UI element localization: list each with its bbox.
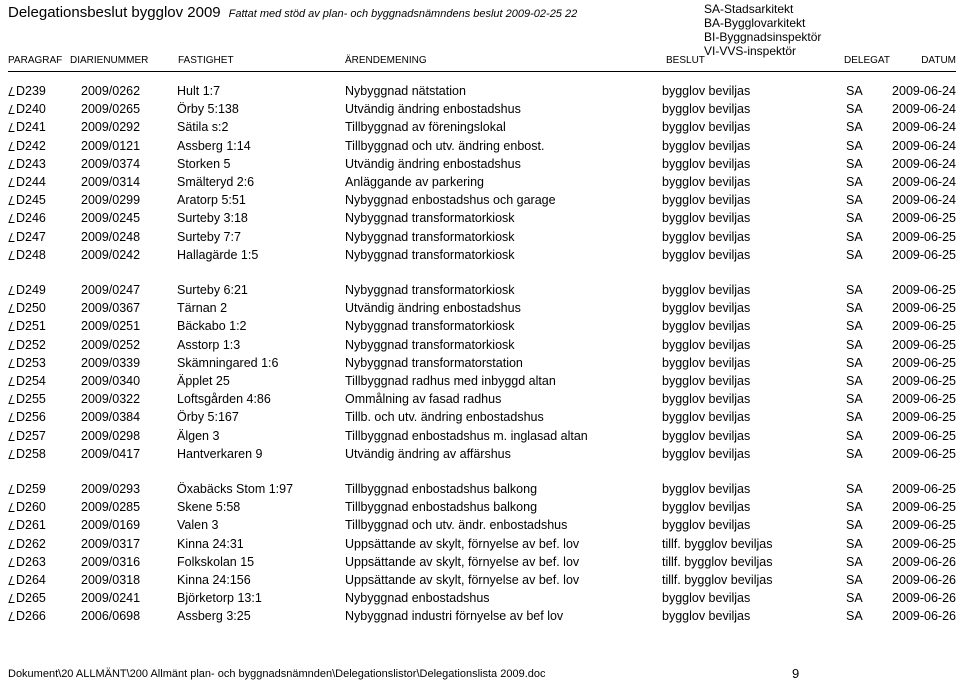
- cell-beslut: bygglov beviljas: [662, 84, 751, 98]
- cell-paragraf: D256: [16, 410, 46, 425]
- cell-datum: 2009-06-24: [892, 84, 956, 98]
- cell-diarienummer: 2006/0698: [81, 609, 141, 624]
- cell-diarienummer: 2009/0317: [81, 536, 141, 551]
- table-row: [0, 191, 960, 209]
- cell-beslut: bygglov beviljas: [662, 193, 751, 208]
- cell-datum: 2009-06-24: [892, 102, 956, 117]
- table-row: [0, 100, 960, 118]
- cell-beslut: bygglov beviljas: [662, 301, 751, 316]
- cell-paragraf: D247: [16, 229, 46, 244]
- cell-delegat: SA: [846, 554, 863, 569]
- cell-beslut: bygglov beviljas: [662, 319, 751, 334]
- cell-diarienummer: 2009/0374: [81, 156, 141, 171]
- cell-diarienummer: 2009/0293: [81, 482, 141, 496]
- table-row: [0, 246, 960, 264]
- cell-paragraf: D265: [16, 591, 46, 606]
- cell-arendemening: Nybyggnad nätstation: [345, 84, 466, 98]
- cell-datum: 2009-06-25: [892, 355, 956, 370]
- cell-beslut: bygglov beviljas: [662, 211, 751, 226]
- cell-paragraf: D250: [16, 301, 46, 316]
- column-header-delegat: DELEGAT: [844, 55, 890, 66]
- cell-fastighet: Hantverkaren 9: [177, 446, 263, 461]
- cell-beslut: bygglov beviljas: [662, 283, 751, 297]
- cell-diarienummer: 2009/0262: [81, 84, 141, 98]
- cell-datum: 2009-06-25: [892, 283, 956, 297]
- cell-diarienummer: 2009/0384: [81, 410, 141, 425]
- table-row: [0, 336, 960, 354]
- cell-delegat: SA: [846, 102, 863, 117]
- cell-arendemening: Tillbyggnad enbostadshus m. inglasad altan: [345, 428, 588, 443]
- table-row: [0, 354, 960, 372]
- cell-arendemening: Tillbyggnad och utv. ändr. enbostadshus: [345, 518, 568, 533]
- footer-document-path: Dokument\20 ALLMÄNT\200 Allmänt plan- och byggnadsnämnden\Delegationslistor\Delegationslista 2009.doc: [8, 668, 546, 680]
- cell-datum: 2009-06-25: [892, 500, 956, 515]
- cell-delegat: SA: [846, 193, 863, 208]
- cell-arendemening: Utvändig ändring enbostadshus: [345, 102, 521, 117]
- cell-beslut: bygglov beviljas: [662, 392, 751, 407]
- cell-delegat: SA: [846, 573, 863, 587]
- table-row: [0, 427, 960, 445]
- cell-arendemening: Nybyggnad transformatorkiosk: [345, 247, 515, 262]
- cell-diarienummer: 2009/0322: [81, 392, 141, 407]
- cell-delegat: SA: [846, 84, 863, 98]
- cell-beslut: bygglov beviljas: [662, 609, 751, 624]
- cell-fastighet: Älgen 3: [177, 428, 220, 443]
- cell-arendemening: Anläggande av parkering: [345, 175, 484, 189]
- cell-paragraf: D253: [16, 355, 46, 370]
- cell-fastighet: Valen 3: [177, 518, 219, 533]
- cell-datum: 2009-06-25: [892, 410, 956, 425]
- cell-datum: 2009-06-25: [892, 211, 956, 226]
- cell-delegat: SA: [846, 247, 863, 262]
- cell-beslut: bygglov beviljas: [662, 374, 751, 388]
- cell-arendemening: Nybyggnad transformatorkiosk: [345, 337, 515, 352]
- cell-beslut: bygglov beviljas: [662, 120, 751, 135]
- cell-beslut: bygglov beviljas: [662, 446, 751, 461]
- cell-paragraf: D262: [16, 536, 46, 551]
- cell-datum: 2009-06-25: [892, 518, 956, 533]
- cell-delegat: SA: [846, 536, 863, 551]
- cell-arendemening: Nybyggnad enbostadshus: [345, 591, 490, 606]
- cell-arendemening: Tillbyggnad och utv. ändring enbost.: [345, 138, 545, 153]
- cell-arendemening: Nybyggnad transformatorkiosk: [345, 319, 515, 334]
- cell-diarienummer: 2009/0242: [81, 247, 141, 262]
- cell-datum: 2009-06-25: [892, 301, 956, 316]
- cell-datum: 2009-06-24: [892, 175, 956, 189]
- cell-fastighet: Assberg 1:14: [177, 138, 251, 153]
- cell-datum: 2009-06-25: [892, 428, 956, 443]
- cell-datum: 2009-06-25: [892, 392, 956, 407]
- cell-delegat: SA: [846, 175, 863, 189]
- cell-diarienummer: 2009/0339: [81, 355, 141, 370]
- table-row: [0, 480, 960, 498]
- cell-paragraf: D266: [16, 609, 46, 624]
- cell-arendemening: Uppsättande av skylt, förnyelse av bef. lov: [345, 536, 580, 551]
- cell-paragraf: D258: [16, 446, 46, 461]
- cell-paragraf: D243: [16, 156, 46, 171]
- cell-paragraf: D240: [16, 102, 46, 117]
- cell-datum: 2009-06-24: [892, 138, 956, 153]
- cell-delegat: SA: [846, 446, 863, 461]
- cell-fastighet: Hallagärde 1:5: [177, 247, 259, 262]
- cell-arendemening: Tillbyggnad enbostadshus balkong: [345, 500, 538, 515]
- cell-paragraf: D242: [16, 138, 46, 153]
- cell-diarienummer: 2009/0292: [81, 120, 141, 135]
- cell-delegat: SA: [846, 319, 863, 334]
- cell-delegat: SA: [846, 392, 863, 407]
- cell-fastighet: Asstorp 1:3: [177, 337, 241, 352]
- table-row: [0, 445, 960, 463]
- cell-paragraf: D259: [16, 482, 46, 496]
- cell-fastighet: Skene 5:58: [177, 500, 241, 515]
- cell-paragraf: D255: [16, 392, 46, 407]
- cell-diarienummer: 2009/0314: [81, 175, 141, 189]
- cell-fastighet: Aratorp 5:51: [177, 193, 246, 208]
- cell-beslut: bygglov beviljas: [662, 500, 751, 515]
- cell-fastighet: Loftsgården 4:86: [177, 392, 271, 407]
- cell-beslut: bygglov beviljas: [662, 482, 751, 496]
- cell-diarienummer: 2009/0298: [81, 428, 141, 443]
- table-row: [0, 372, 960, 390]
- cell-arendemening: Nybyggnad transformatorkiosk: [345, 211, 515, 226]
- cell-beslut: tillf. bygglov beviljas: [662, 573, 773, 587]
- table-row: [0, 82, 960, 100]
- cell-fastighet: Skämningared 1:6: [177, 355, 279, 370]
- cell-paragraf: D263: [16, 554, 46, 569]
- cell-fastighet: Tärnan 2: [177, 301, 228, 316]
- cell-paragraf: D239: [16, 84, 46, 98]
- table-row: [0, 516, 960, 534]
- cell-fastighet: Surteby 3:18: [177, 211, 248, 226]
- cell-delegat: SA: [846, 428, 863, 443]
- table-row: [0, 281, 960, 299]
- cell-delegat: SA: [846, 482, 863, 496]
- document-header: [8, 0, 956, 72]
- column-header-beslut: BESLUT: [666, 55, 705, 66]
- column-header-paragraf: PARAGRAF: [8, 55, 63, 66]
- cell-fastighet: Örby 5:138: [177, 102, 239, 117]
- cell-diarienummer: 2009/0121: [81, 138, 141, 153]
- column-header-datum: DATUM: [921, 55, 956, 66]
- role-ba: BA-Bygglovarkitekt: [704, 16, 806, 30]
- role-legend: [704, 2, 821, 58]
- cell-fastighet: Surteby 7:7: [177, 229, 241, 244]
- cell-beslut: bygglov beviljas: [662, 337, 751, 352]
- cell-delegat: SA: [846, 337, 863, 352]
- cell-arendemening: Nybyggnad enbostadshus och garage: [345, 193, 556, 208]
- cell-datum: 2009-06-24: [892, 120, 956, 135]
- cell-arendemening: Nybyggnad transformatorstation: [345, 355, 523, 370]
- document-subtitle: Fattat med stöd av plan- och byggnadsnämndens beslut 2009-02-25 22: [228, 8, 578, 20]
- cell-arendemening: Tillbyggnad enbostadshus balkong: [345, 482, 538, 496]
- cell-beslut: tillf. bygglov beviljas: [662, 554, 773, 569]
- cell-datum: 2009-06-25: [892, 536, 956, 551]
- cell-paragraf: D246: [16, 211, 46, 226]
- cell-beslut: bygglov beviljas: [662, 355, 751, 370]
- cell-fastighet: Björketorp 13:1: [177, 591, 262, 606]
- cell-fastighet: Surteby 6:21: [177, 283, 248, 297]
- cell-diarienummer: 2009/0285: [81, 500, 141, 515]
- cell-diarienummer: 2009/0251: [81, 319, 141, 334]
- table-row: [0, 535, 960, 553]
- table-row: [0, 589, 960, 607]
- cell-fastighet: Kinna 24:156: [177, 573, 251, 587]
- cell-diarienummer: 2009/0169: [81, 518, 141, 533]
- cell-diarienummer: 2009/0299: [81, 193, 141, 208]
- cell-datum: 2009-06-25: [892, 482, 956, 496]
- cell-diarienummer: 2009/0247: [81, 283, 141, 297]
- cell-arendemening: Nybyggnad transformatorkiosk: [345, 229, 515, 244]
- cell-diarienummer: 2009/0245: [81, 211, 141, 226]
- cell-diarienummer: 2009/0367: [81, 301, 141, 316]
- cell-fastighet: Bäckabo 1:2: [177, 319, 247, 334]
- table-row: [0, 209, 960, 227]
- cell-paragraf: D251: [16, 319, 46, 334]
- cell-paragraf: D245: [16, 193, 46, 208]
- cell-beslut: bygglov beviljas: [662, 156, 751, 171]
- cell-beslut: bygglov beviljas: [662, 247, 751, 262]
- cell-arendemening: Tillb. och utv. ändring enbostadshus: [345, 410, 544, 425]
- cell-beslut: tillf. bygglov beviljas: [662, 536, 773, 551]
- cell-fastighet: Smälteryd 2:6: [177, 175, 255, 189]
- cell-fastighet: Assberg 3:25: [177, 609, 251, 624]
- cell-diarienummer: 2009/0252: [81, 337, 141, 352]
- cell-datum: 2009-06-24: [892, 193, 956, 208]
- cell-delegat: SA: [846, 355, 863, 370]
- cell-diarienummer: 2009/0318: [81, 573, 141, 587]
- cell-beslut: bygglov beviljas: [662, 518, 751, 533]
- table-row: [0, 607, 960, 625]
- cell-fastighet: Äpplet 25: [177, 374, 230, 388]
- cell-fastighet: Sätila s:2: [177, 120, 229, 135]
- cell-delegat: SA: [846, 229, 863, 244]
- cell-diarienummer: 2009/0265: [81, 102, 141, 117]
- cell-delegat: SA: [846, 591, 863, 606]
- column-header-diarienummer: DIARIENUMMER: [70, 55, 149, 66]
- column-header-row: [8, 55, 956, 69]
- cell-delegat: SA: [846, 374, 863, 388]
- cell-diarienummer: 2009/0417: [81, 446, 141, 461]
- cell-paragraf: D248: [16, 247, 46, 262]
- cell-datum: 2009-06-26: [892, 591, 956, 606]
- cell-delegat: SA: [846, 283, 863, 297]
- role-bi: BI-Byggnadsinspektör: [704, 30, 822, 44]
- cell-datum: 2009-06-26: [892, 554, 956, 569]
- table-row: [0, 137, 960, 155]
- cell-delegat: SA: [846, 301, 863, 316]
- cell-fastighet: Öxabäcks Stom 1:97: [177, 482, 294, 496]
- cell-fastighet: Örby 5:167: [177, 410, 239, 425]
- cell-beslut: bygglov beviljas: [662, 410, 751, 425]
- cell-fastighet: Kinna 24:31: [177, 536, 244, 551]
- cell-delegat: SA: [846, 156, 863, 171]
- table-row: [0, 118, 960, 136]
- cell-arendemening: Tillbyggnad radhus med inbyggd altan: [345, 374, 556, 388]
- table-row: [0, 498, 960, 516]
- cell-datum: 2009-06-25: [892, 446, 956, 461]
- cell-diarienummer: 2009/0340: [81, 374, 141, 388]
- cell-paragraf: D261: [16, 518, 46, 533]
- cell-beslut: bygglov beviljas: [662, 428, 751, 443]
- cell-beslut: bygglov beviljas: [662, 138, 751, 153]
- table-row: [0, 390, 960, 408]
- cell-delegat: SA: [846, 138, 863, 153]
- document-title: Delegationsbeslut bygglov 2009: [8, 4, 221, 21]
- table-row: [0, 408, 960, 426]
- cell-arendemening: Uppsättande av skylt, förnyelse av bef. lov: [345, 573, 580, 587]
- column-header-arendemening: ÄRENDEMENING: [345, 55, 427, 66]
- cell-fastighet: Storken 5: [177, 156, 231, 171]
- cell-paragraf: D244: [16, 175, 46, 189]
- table-row: [0, 155, 960, 173]
- cell-paragraf: D254: [16, 374, 46, 388]
- cell-datum: 2009-06-25: [892, 229, 956, 244]
- cell-paragraf: D252: [16, 337, 46, 352]
- cell-datum: 2009-06-26: [892, 609, 956, 624]
- cell-delegat: SA: [846, 609, 863, 624]
- cell-datum: 2009-06-25: [892, 337, 956, 352]
- cell-diarienummer: 2009/0316: [81, 554, 141, 569]
- cell-arendemening: Utvändig ändring av affärshus: [345, 446, 511, 461]
- table-row: [0, 553, 960, 571]
- cell-delegat: SA: [846, 518, 863, 533]
- cell-paragraf: D264: [16, 573, 46, 587]
- cell-datum: 2009-06-25: [892, 319, 956, 334]
- cell-arendemening: Utvändig ändring enbostadshus: [345, 156, 521, 171]
- cell-datum: 2009-06-24: [892, 156, 956, 171]
- cell-paragraf: D249: [16, 283, 46, 297]
- table-row: [0, 228, 960, 246]
- cell-arendemening: Uppsättande av skylt, förnyelse av bef. lov: [345, 554, 580, 569]
- cell-arendemening: Ommålning av fasad radhus: [345, 392, 502, 407]
- table-row: [0, 571, 960, 589]
- cell-beslut: bygglov beviljas: [662, 229, 751, 244]
- cell-delegat: SA: [846, 500, 863, 515]
- title-row: [8, 4, 577, 22]
- cell-diarienummer: 2009/0248: [81, 229, 141, 244]
- cell-delegat: SA: [846, 211, 863, 226]
- cell-fastighet: Hult 1:7: [177, 84, 221, 98]
- cell-arendemening: Utvändig ändring enbostadshus: [345, 301, 521, 316]
- cell-delegat: SA: [846, 120, 863, 135]
- page-number: 9: [792, 666, 800, 681]
- cell-datum: 2009-06-25: [892, 247, 956, 262]
- cell-delegat: SA: [846, 410, 863, 425]
- role-vi: VI-VVS-inspektör: [704, 44, 797, 58]
- cell-beslut: bygglov beviljas: [662, 175, 751, 189]
- table-row: [0, 173, 960, 191]
- table-row: [0, 317, 960, 335]
- cell-diarienummer: 2009/0241: [81, 591, 141, 606]
- cell-paragraf: D260: [16, 500, 46, 515]
- table-row: [0, 299, 960, 317]
- cell-arendemening: Tillbyggnad av föreningslokal: [345, 120, 506, 135]
- cell-datum: 2009-06-25: [892, 374, 956, 388]
- column-header-fastighet: FASTIGHET: [178, 55, 234, 66]
- cell-paragraf: D241: [16, 120, 46, 135]
- cell-arendemening: Nybyggnad industri förnyelse av bef lov: [345, 609, 564, 624]
- cell-arendemening: Nybyggnad transformatorkiosk: [345, 283, 515, 297]
- cell-fastighet: Folkskolan 15: [177, 554, 255, 569]
- role-sa: SA-Stadsarkitekt: [704, 2, 794, 16]
- cell-beslut: bygglov beviljas: [662, 591, 751, 606]
- cell-beslut: bygglov beviljas: [662, 102, 751, 117]
- cell-datum: 2009-06-26: [892, 573, 956, 587]
- header-divider: [8, 71, 956, 72]
- cell-paragraf: D257: [16, 428, 46, 443]
